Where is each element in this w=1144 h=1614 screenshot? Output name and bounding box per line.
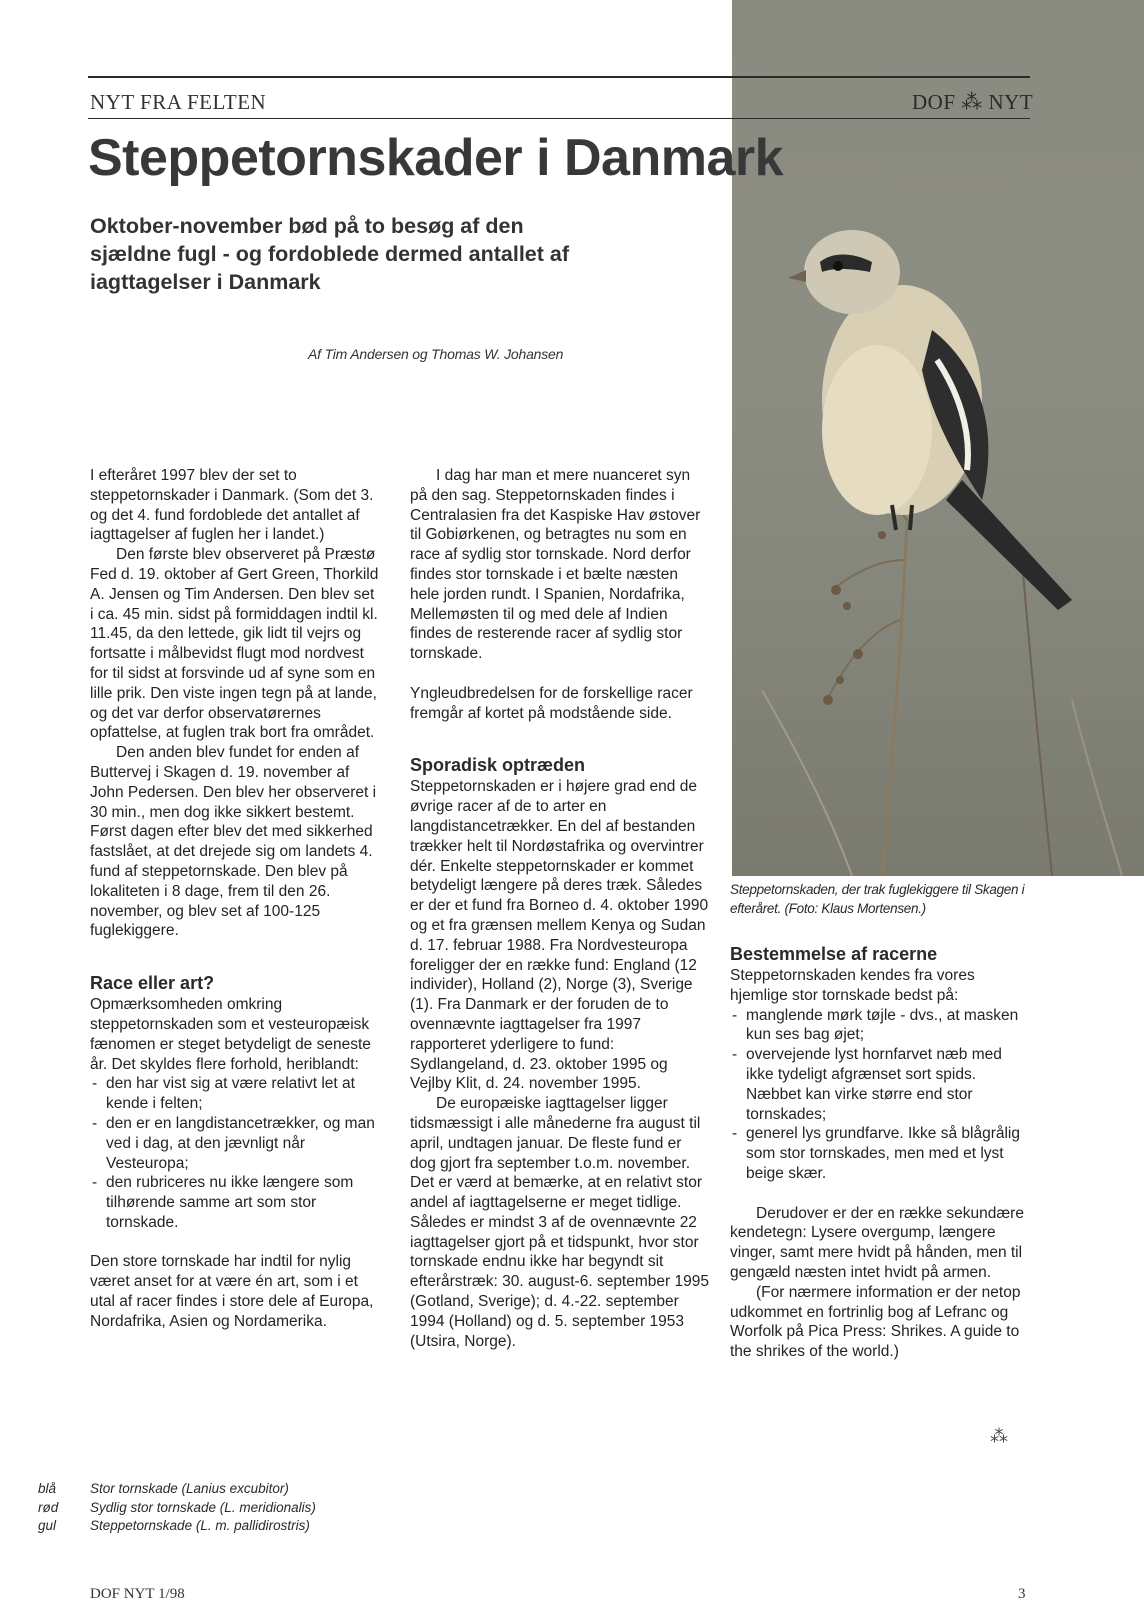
legend-row — [38, 1480, 316, 1499]
section-heading: Bestemmelse af racerne — [730, 944, 938, 964]
list-item: - den har vist sig at være relativt let at kende i felten; — [90, 1074, 380, 1114]
legend-label: Sydlig stor tornskade (L. meridionalis) — [90, 1499, 316, 1515]
map-legend — [38, 1480, 316, 1536]
article-subtitle: Oktober-november bød på to besøg af den sjældne fugl - og fordoblede dermed antallet af iagttagelser i Danmark — [90, 214, 570, 294]
paragraph: Den store tornskade har indtil for nylig været anset for at være én art, som i et utal af racer findes i store dele af Europa, Nordafrika, Asien og Nordamerika. — [90, 1253, 374, 1330]
dof-nyt-brand: DOF ⁂ NYT — [912, 90, 1034, 114]
paragraph: De europæiske iagttagelser ligger tidsmæssigt i alle månederne fra august til april, undtagen januar. De fleste fund er dog gjort fra september t.o.m. november. Det er værd at bemærke, at en relativt stor andel af iagttagelserne er meget tidlige. Således er mindst 3 af de ovennævnte 22 iagttagelser gjort på et tidspunkt, hvor stor tornskade endnu ikke har begyndt sit efterårstræk: 30. august-6. september 1995 (Gotland, Sverige); d. 4.-22. september 1994 (Holland) og d. 5. september 1953 (Utsira, Norge). — [410, 1095, 709, 1350]
shrike-illustration — [732, 0, 1144, 876]
paragraph: I efteråret 1997 blev der set to steppetornskader i Danmark. (Som det 3. og det 4. fund fordoblede det antallet af iagttagelser af fuglen her i landet.) — [90, 467, 374, 544]
byline: Af Tim Andersen og Thomas W. Johansen — [308, 346, 564, 362]
paragraph: I dag har man et mere nuanceret syn på den sag. Steppetornskaden findes i Centralasien fra det Kaspiske Hav østover til Gobiørkenen, og betragtes nu som en race af sydlig stor tornskade. Nord derfor findes stor tornskade i et bælte næsten hele jorden rundt. I Spanien, Nordafrika, Mellemøsten til og med dele af Indien findes de resterende racer af sydlig stor tornskade. — [410, 467, 701, 663]
issue-label: DOF NYT 1/98 — [90, 1586, 185, 1602]
header-bottom-rule — [88, 118, 1030, 119]
bullet-list — [730, 1006, 1030, 1184]
paragraph: (For nærmere information er der netop udkommet en fortrinlig bog af Lefranc og Worfolk på Pica Press: Shrikes. A guide to the shrikes of the world.) — [730, 1283, 1021, 1361]
page-number: 3 — [1018, 1586, 1026, 1602]
photo-caption: Steppetornskaden, der trak fuglekiggere til Skagen i efteråret. (Foto: Klaus Mortensen.) — [730, 882, 1025, 916]
section-label: NYT FRA FELTEN — [90, 90, 267, 114]
legend-label: Steppetornskade (L. m. pallidirostris) — [90, 1518, 310, 1533]
legend-key: gul — [38, 1518, 57, 1533]
end-mark-icon: ⁂ — [990, 1426, 1008, 1446]
column-2 — [410, 466, 710, 1351]
column-3 — [730, 942, 1030, 1362]
legend-row — [38, 1499, 316, 1518]
list-item: - den rubriceres nu ikke længere som tilhørende samme art som stor tornskade. — [90, 1173, 380, 1232]
article-title: Steppetornskader i Danmark — [88, 129, 784, 187]
column-1 — [90, 466, 380, 1332]
legend-key: blå — [38, 1481, 57, 1496]
legend-key: rød — [38, 1499, 59, 1515]
paragraph: Steppetornskaden er i højere grad end de øvrige racer af de to arter en langdistancetrækker. En del af bestanden trækker helt til Nordøstafrika og overvintrer dér. Enkelte steppetornskader er kommet betydeligt længere på deres træk. Således er der et fund fra Borneo d. 4. oktober 1990 og et fra grænsen mellem Kenya og Sudan d. 17. februar 1988. Fra Nordvesteuropa foreligger der en række fund: England (12 individer), Holland (2), Norge (3), Sverige (1). Fra Danmark er der foruden de to ovennævnte iagttagelser fra 1997 rapporteret yderligere to fund: Sydlangeland, d. 23. oktober 1995 og Vejlby Klit, d. 24. november 1995. — [410, 778, 709, 1093]
list-item: - generel lys grundfarve. Ikke så blågrålig som stor tornskades, men med et lyst beige skær. — [730, 1124, 1030, 1183]
section-heading: Race eller art? — [90, 973, 215, 994]
bullet-list — [90, 1074, 380, 1232]
legend-label: Stor tornskade (Lanius excubitor) — [90, 1481, 289, 1496]
list-item: - den er en langdistancetrækker, og man ved i dag, at den jævnligt når Vesteuropa; — [90, 1114, 380, 1173]
section-heading: Sporadisk optræden — [410, 755, 586, 776]
paragraph: Den første blev observeret på Præstø Fed d. 19. oktober af Gert Green, Thorkild A. Jensen og Tim Andersen. Den blev set i ca. 45 min. sidst på formiddagen indtil kl. 11.45, da den lettede, gik lidt til vejrs og fortsatte i målbevidst flugt mod nordvest for til sidst at forsvinde ud af syne som en lille prik. Den viste ingen tegn på at lande, og det var derfor observatørernes opfattelse, at fuglen trak bort fra området. — [90, 546, 379, 742]
list-item: - manglende mørk tøjle - dvs., at masken kun ses bag øjet; — [730, 1006, 1030, 1046]
paragraph: Opmærksomheden omkring steppetornskaden som et vesteuropæisk fænomen er steget betydeligt de seneste år. Det skyldes flere forhold, heriblandt: — [90, 996, 371, 1073]
shrike-photo — [732, 0, 1144, 876]
legend-row — [38, 1517, 316, 1536]
paragraph: Steppetornskaden kendes fra vores hjemlige stor tornskade bedst på: — [730, 967, 975, 1004]
paragraph: Derudover er der en række sekundære kendetegn: Lysere overgump, længere vinger, samt mere hvidt på hånden, men til gengæld næsten intet hvidt på armen. — [730, 1204, 1024, 1281]
list-item: - overvejende lyst hornfarvet næb med ikke tydeligt afgrænset sort spids. Næbbet kan virke større end stor tornskades; — [730, 1045, 1030, 1124]
header-top-rule — [88, 76, 1030, 78]
paragraph: Den anden blev fundet for enden af Buttervej i Skagen d. 19. november af John Pedersen. Den blev her observeret i 30 min., men dog ikke sikkert bestemt. Først dagen efter blev det med sikkerhed fastslået, at det drejede sig om landets 4. fund af steppetornskade. Den blev på lokaliteten i 8 dage, frem til den 26. november, og blev set af 100-125 fuglekiggere. — [90, 744, 377, 940]
paragraph: Yngleudbredelsen for de forskellige racer fremgår af kortet på modstående side. — [410, 684, 693, 722]
